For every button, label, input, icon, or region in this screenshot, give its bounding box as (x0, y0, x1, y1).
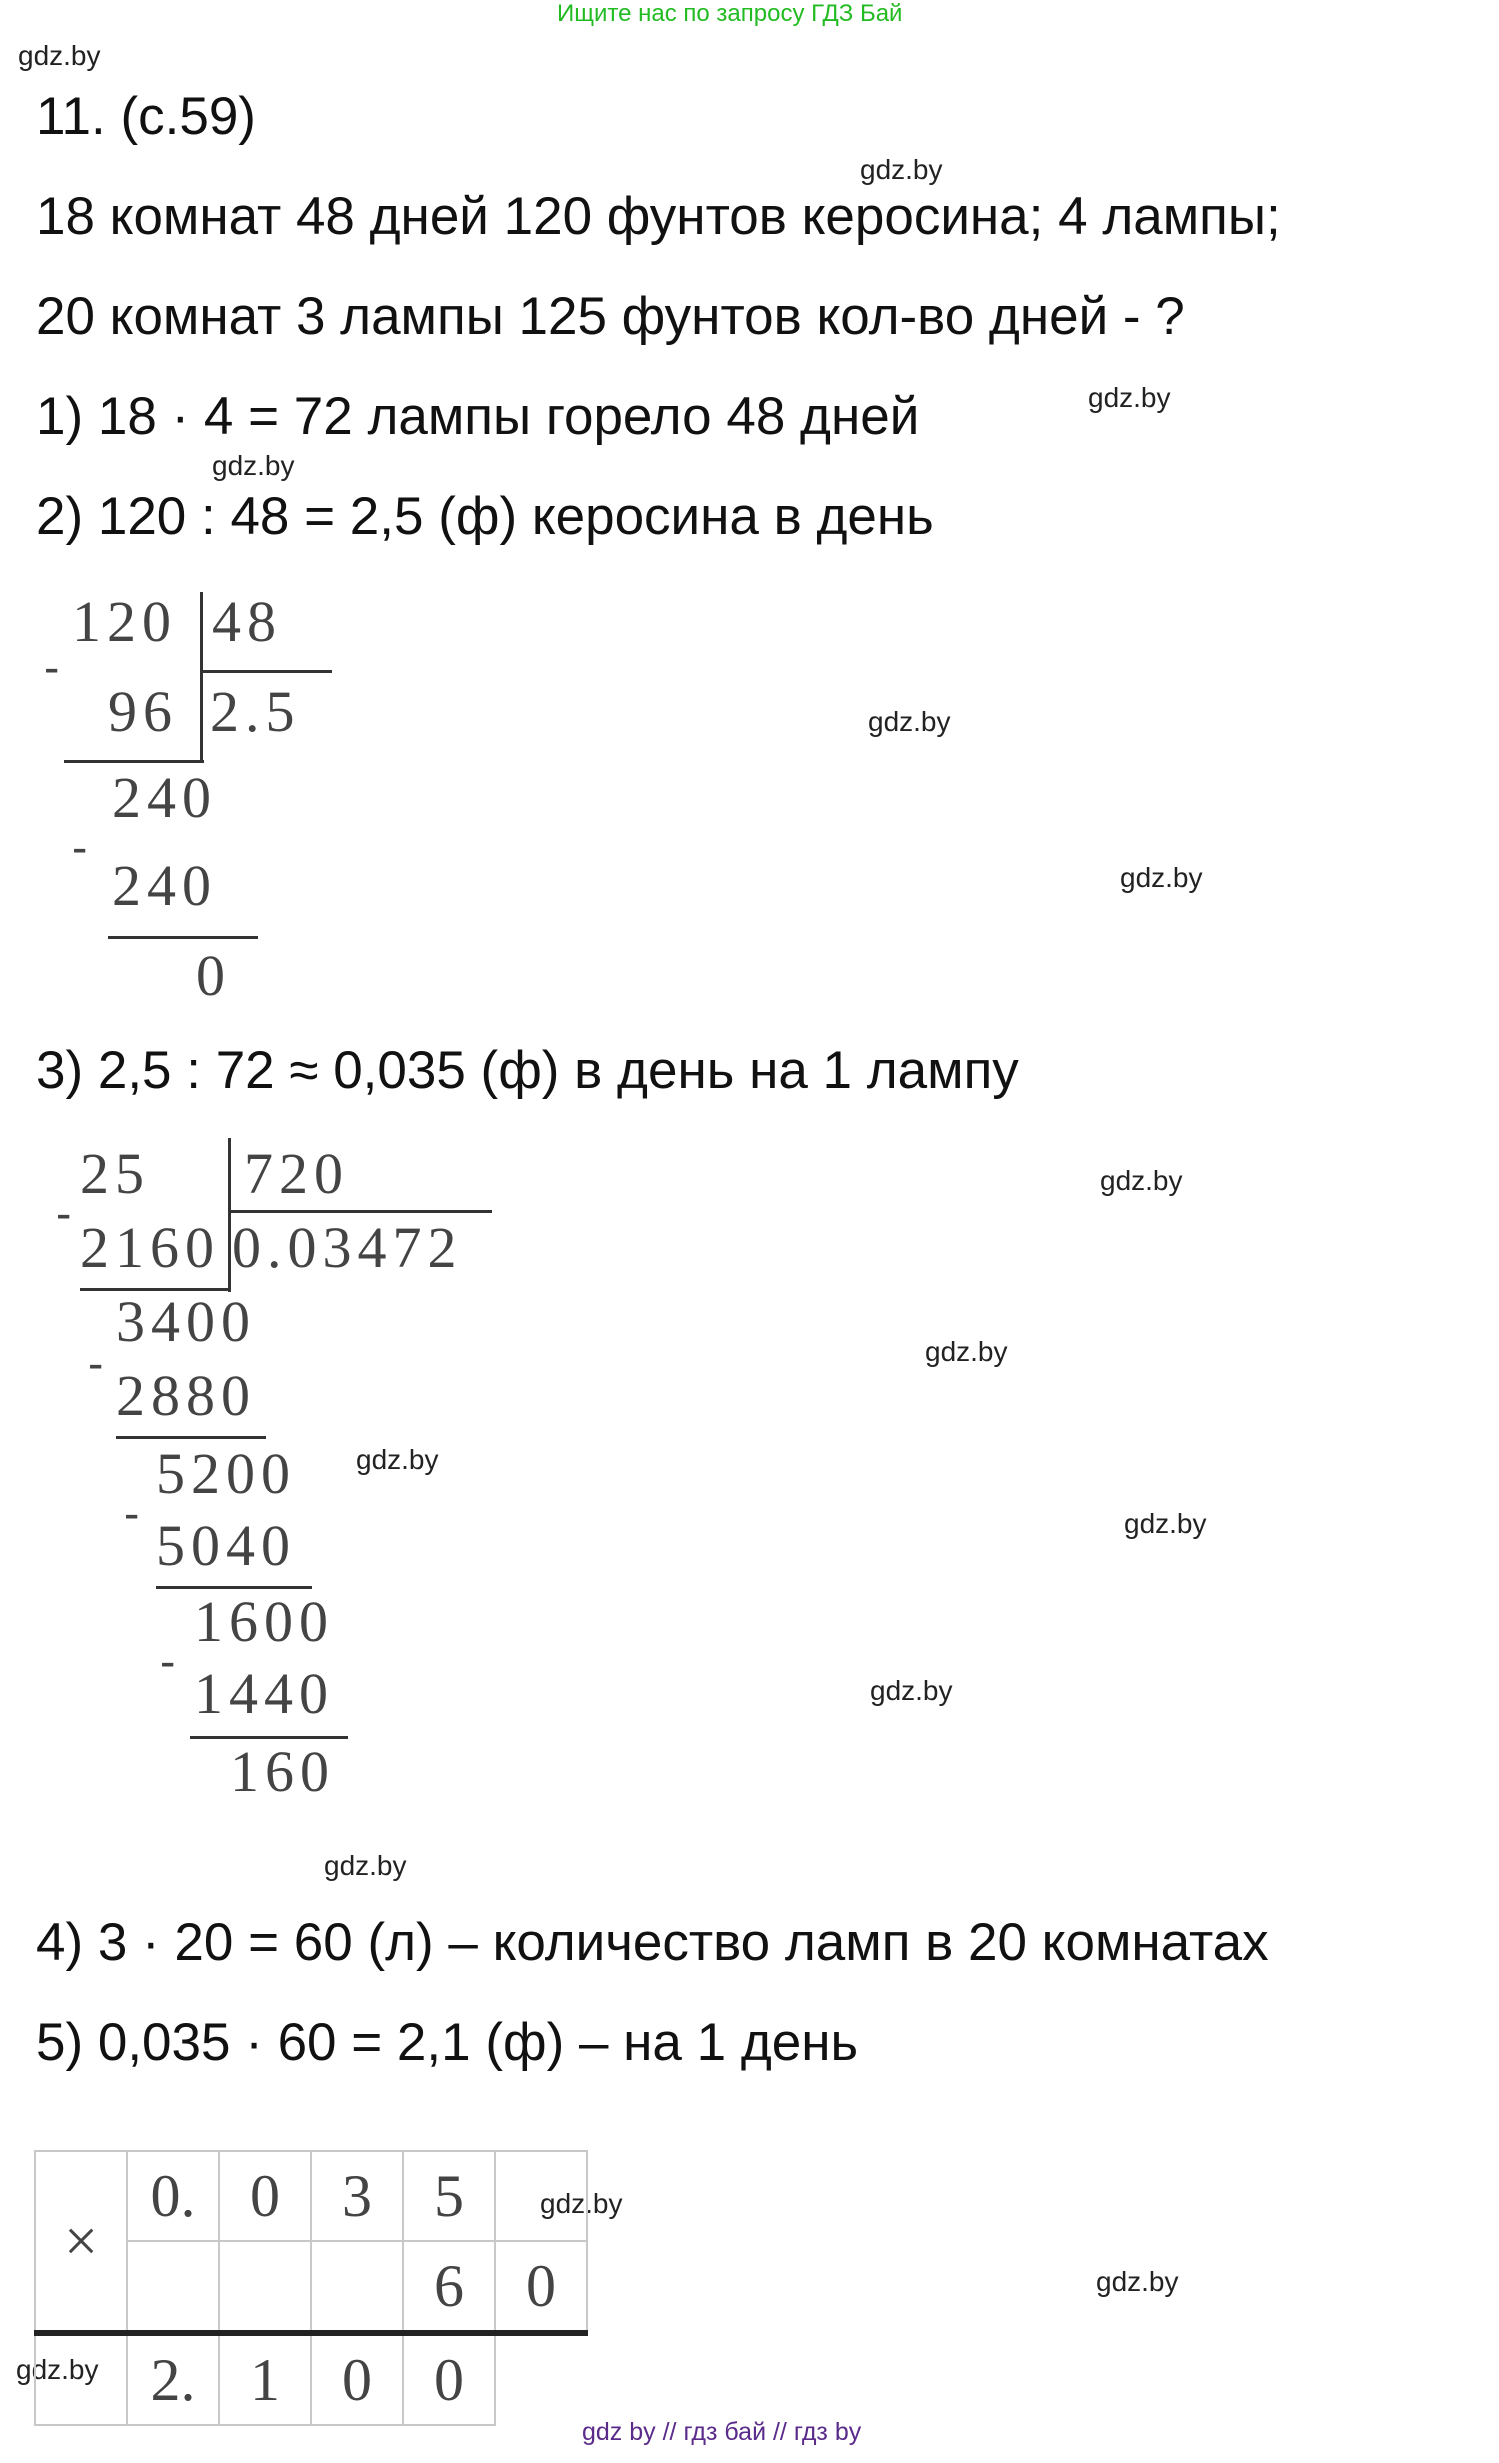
step-2: 2) 120 : 48 = 2,5 (ф) керосина в день (36, 487, 934, 546)
subtrahend: 240 (112, 853, 217, 918)
subtrahend: 2880 (116, 1363, 256, 1428)
final-remainder: 160 (230, 1739, 335, 1804)
remainder: 3400 (116, 1289, 256, 1354)
grid-cell (127, 2241, 219, 2333)
dividend: 25 (80, 1141, 150, 1206)
subtrahend: 1440 (194, 1661, 334, 1726)
remainder: 5200 (156, 1441, 296, 1506)
grid-cell: 0 (403, 2333, 495, 2425)
division-bar-horizontal (228, 1210, 492, 1213)
divisor: 48 (212, 589, 282, 654)
grid-cell: 1 (219, 2333, 311, 2425)
final-remainder: 0 (196, 943, 231, 1008)
product-row (35, 2333, 587, 2425)
subtrahend: 5040 (156, 1513, 296, 1578)
dividend: 120 (72, 589, 177, 654)
watermark: gdz.by (1120, 862, 1203, 893)
watermark: gdz.by (356, 1444, 439, 1475)
step-4: 4) 3 · 20 = 60 (л) – количество ламп в 20 комнатах (36, 1913, 1269, 1972)
division-bar-horizontal (200, 670, 332, 673)
minus-sign: - (44, 641, 60, 693)
minus-sign: - (124, 1487, 140, 1539)
minus-sign: - (56, 1187, 72, 1239)
problem-title: 11. (с.59) (36, 87, 256, 146)
footer-watermark: gdz by // гдз бай // гдз by (582, 2418, 862, 2446)
given-line-2: 20 комнат 3 лампы 125 фунтов кол-во дней - ? (36, 287, 1185, 346)
watermark: gdz.by (1100, 1165, 1183, 1196)
multiply-sign: × (35, 2151, 127, 2333)
divisor: 720 (244, 1141, 349, 1206)
remainder: 1600 (194, 1589, 334, 1654)
grid-cell (35, 2333, 127, 2425)
grid-cell: 2. (127, 2333, 219, 2425)
quotient: 0.03472 (232, 1215, 463, 1280)
division-bar-vertical (200, 592, 203, 762)
subtraction-line (108, 936, 258, 939)
step-5: 5) 0,035 · 60 = 2,1 (ф) – на 1 день (36, 2013, 859, 2072)
watermark: gdz.by (1124, 1508, 1207, 1539)
minus-sign: - (160, 1635, 176, 1687)
grid-cell: 5 (403, 2151, 495, 2241)
watermark: gdz.by (1096, 2266, 1179, 2297)
grid-cell: 3 (311, 2151, 403, 2241)
grid-cell: 6 (403, 2241, 495, 2333)
multiplicand-row (35, 2151, 587, 2241)
subtrahend: 2160 (80, 1215, 220, 1280)
grid-cell: 0 (495, 2241, 587, 2333)
given-line-1: 18 комнат 48 дней 120 фунтов керосина; 4 лампы; (36, 187, 1281, 246)
grid-cell (311, 2241, 403, 2333)
grid-cell (219, 2241, 311, 2333)
grid-cell: 0 (219, 2151, 311, 2241)
subtraction-line (116, 1436, 266, 1439)
multiplication-grid (34, 2150, 588, 2426)
watermark: gdz.by (212, 450, 295, 481)
watermark: gdz.by (870, 1675, 953, 1706)
watermark: gdz.by (324, 1850, 407, 1881)
watermark: gdz.by (860, 154, 943, 185)
watermark: gdz.by (868, 706, 951, 737)
step-1: 1) 18 · 4 = 72 лампы горело 48 дней (36, 387, 920, 446)
grid-cell: 0 (311, 2333, 403, 2425)
watermark: gdz.by (18, 40, 101, 71)
minus-sign: - (72, 821, 88, 873)
subtraction-line (64, 760, 204, 763)
grid-cell (495, 2151, 587, 2241)
watermark: gdz.by (540, 2188, 623, 2219)
minus-sign: - (88, 1337, 104, 1389)
division-bar-vertical (228, 1138, 231, 1292)
subtrahend: 96 (108, 679, 178, 744)
watermark: gdz.by (925, 1336, 1008, 1367)
watermark: gdz.by (1088, 382, 1171, 413)
quotient: 2.5 (210, 679, 301, 744)
grid-cell: 0. (127, 2151, 219, 2241)
watermark: gdz.by (16, 2354, 99, 2385)
step-3: 3) 2,5 : 72 ≈ 0,035 (ф) в день на 1 лампу (36, 1041, 1019, 1100)
remainder: 240 (112, 765, 217, 830)
search-banner: Ищите нас по запросу ГДЗ Бай (557, 0, 903, 27)
